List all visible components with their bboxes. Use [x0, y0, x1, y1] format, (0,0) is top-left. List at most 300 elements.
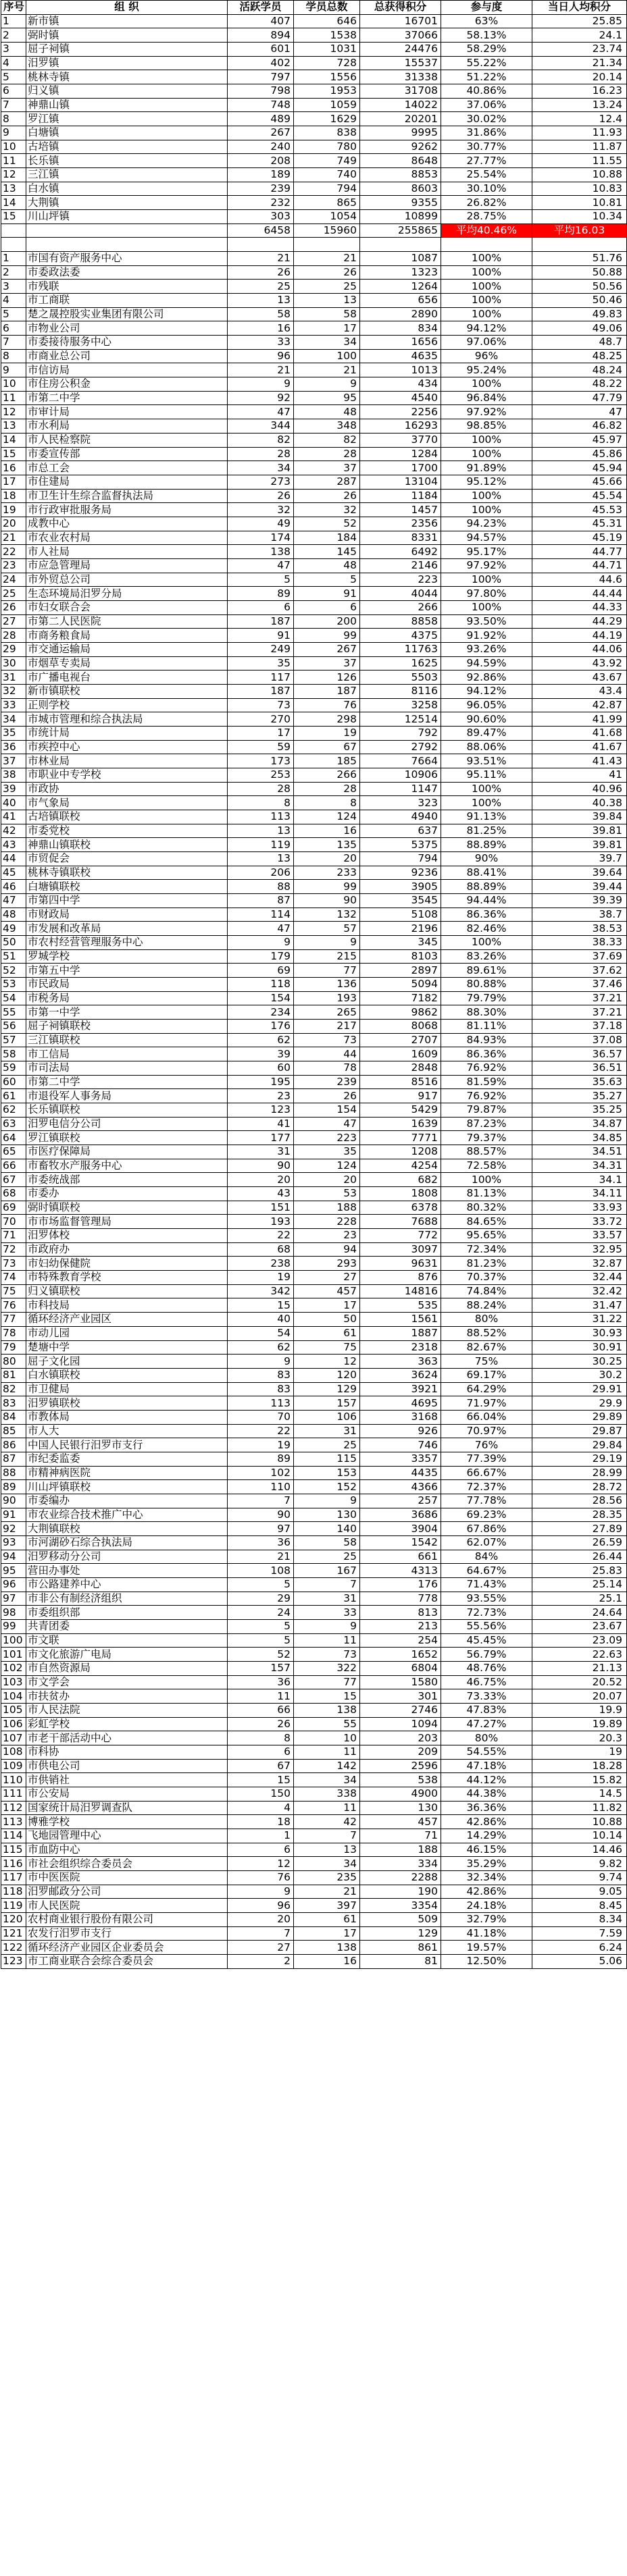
unit-row — [1, 1689, 627, 1704]
unit-row — [1, 1438, 627, 1452]
active-count: 17 — [228, 726, 294, 740]
avg-points: 36.51 — [532, 1061, 627, 1076]
active-count: 2 — [228, 1955, 294, 1969]
active-count: 150 — [228, 1787, 294, 1802]
points-total: 7688 — [360, 1215, 441, 1229]
unit-row — [1, 600, 627, 614]
unit-row — [1, 1131, 627, 1145]
participation-rate: 70.37% — [441, 1271, 532, 1285]
unit-row — [1, 698, 627, 712]
participation-rate: 80% — [441, 1731, 532, 1745]
org-name: 市人民医院 — [26, 1899, 228, 1913]
avg-points: 34.11 — [532, 1187, 627, 1201]
avg-points: 26.59 — [532, 1535, 627, 1550]
member-count: 67 — [294, 740, 360, 754]
org-name: 市住建局 — [26, 475, 228, 489]
org-name: 市工商联 — [26, 294, 228, 308]
participation-rate: 75% — [441, 1355, 532, 1369]
participation-rate: 76.92% — [441, 1061, 532, 1076]
avg-points: 39.81 — [532, 824, 627, 838]
active-count: 96 — [228, 349, 294, 363]
member-count: 1054 — [294, 210, 360, 224]
unit-row — [1, 321, 627, 336]
row-number: 97 — [1, 1592, 26, 1606]
points-total: 3624 — [360, 1368, 441, 1382]
row-number: 87 — [1, 1452, 26, 1466]
unit-row — [1, 1955, 627, 1969]
town-row — [1, 112, 627, 126]
row-number: 43 — [1, 838, 26, 852]
row-number: 31 — [1, 671, 26, 685]
row-number: 119 — [1, 1899, 26, 1913]
avg-points: 25.83 — [532, 1564, 627, 1578]
points-total: 1264 — [360, 280, 441, 294]
active-count: 36 — [228, 1535, 294, 1550]
participation-rate: 89.61% — [441, 964, 532, 978]
participation-rate: 93.26% — [441, 642, 532, 656]
participation-rate: 66.04% — [441, 1410, 532, 1424]
points-total: 3354 — [360, 1899, 441, 1913]
org-name: 市教体局 — [26, 1410, 228, 1424]
row-number: 116 — [1, 1857, 26, 1871]
avg-points: 45.66 — [532, 475, 627, 489]
points-total: 8858 — [360, 614, 441, 629]
row-number: 48 — [1, 908, 26, 922]
row-number: 99 — [1, 1619, 26, 1633]
avg-points: 50.56 — [532, 280, 627, 294]
unit-row — [1, 1717, 627, 1731]
active-count: 76 — [228, 1871, 294, 1885]
active-count: 9 — [228, 936, 294, 950]
org-name: 市广播电视台 — [26, 671, 228, 685]
org-name: 市农业综合技术推广中心 — [26, 1508, 228, 1522]
org-name: 市非公有制经济组织 — [26, 1592, 228, 1606]
unit-row — [1, 1759, 627, 1773]
unit-row — [1, 1061, 627, 1076]
member-count: 28 — [294, 782, 360, 796]
member-count: 76 — [294, 698, 360, 712]
avg-points: 11.87 — [532, 140, 627, 154]
row-number: 61 — [1, 1089, 26, 1103]
member-count: 25 — [294, 1438, 360, 1452]
participation-rate: 100% — [441, 1173, 532, 1187]
avg-points: 20.14 — [532, 70, 627, 84]
points-total: 2596 — [360, 1759, 441, 1773]
row-number: 56 — [1, 1020, 26, 1034]
points-total: 71 — [360, 1829, 441, 1843]
row-number: 14 — [1, 196, 26, 210]
member-count: 8 — [294, 796, 360, 810]
member-count: 61 — [294, 1913, 360, 1927]
active-count: 32 — [228, 503, 294, 517]
participation-rate: 81.59% — [441, 1075, 532, 1089]
org-name: 三江镇 — [26, 168, 228, 182]
unit-row — [1, 754, 627, 768]
org-name: 汨罗移动分公司 — [26, 1550, 228, 1564]
row-number: 122 — [1, 1941, 26, 1955]
row-number: 59 — [1, 1061, 26, 1076]
avg-points: 33.93 — [532, 1201, 627, 1215]
points-total: 1087 — [360, 252, 441, 266]
points-total: 813 — [360, 1606, 441, 1620]
points-total: 457 — [360, 1815, 441, 1829]
row-number: 63 — [1, 1117, 26, 1131]
member-count: 15 — [294, 1689, 360, 1704]
org-name: 市国有资产服务中心 — [26, 252, 228, 266]
points-total: 3770 — [360, 433, 441, 447]
org-name: 白水镇联校 — [26, 1368, 228, 1382]
row-number: 7 — [1, 336, 26, 350]
org-name: 市物业公司 — [26, 321, 228, 336]
town-row — [1, 168, 627, 182]
active-count: 26 — [228, 265, 294, 280]
avg-points: 15.82 — [532, 1773, 627, 1787]
row-number: 112 — [1, 1801, 26, 1815]
participation-rate: 54.55% — [441, 1745, 532, 1759]
row-number: 20 — [1, 517, 26, 531]
member-count: 17 — [294, 321, 360, 336]
active-count: 70 — [228, 1410, 294, 1424]
participation-rate: 42.86% — [441, 1885, 532, 1899]
avg-points: 51.76 — [532, 252, 627, 266]
unit-row — [1, 991, 627, 1005]
points-total: 7771 — [360, 1131, 441, 1145]
participation-rate: 100% — [441, 936, 532, 950]
org-name: 市工信局 — [26, 1047, 228, 1061]
participation-rate: 30.77% — [441, 140, 532, 154]
org-name: 市妇女联合会 — [26, 600, 228, 614]
row-number: 66 — [1, 1159, 26, 1173]
unit-row — [1, 768, 627, 782]
row-number: 44 — [1, 851, 26, 866]
org-name: 市纪委监委 — [26, 1452, 228, 1466]
member-count: 33 — [294, 1606, 360, 1620]
avg-points: 30.2 — [532, 1368, 627, 1382]
member-count: 19 — [294, 726, 360, 740]
points-total: 130 — [360, 1801, 441, 1815]
org-name: 市第二中学 — [26, 1075, 228, 1089]
row-number: 8 — [1, 112, 26, 126]
points-total: 3168 — [360, 1410, 441, 1424]
row-number: 60 — [1, 1075, 26, 1089]
spacer-cell — [26, 238, 228, 252]
points-total: 434 — [360, 377, 441, 392]
active-count: 19 — [228, 1271, 294, 1285]
org-name: 中国人民银行汨罗市支行 — [26, 1438, 228, 1452]
active-count: 407 — [228, 14, 294, 28]
points-total: 8648 — [360, 154, 441, 168]
avg-points: 39.84 — [532, 810, 627, 824]
member-count: 129 — [294, 1382, 360, 1396]
participation-rate: 19.57% — [441, 1941, 532, 1955]
org-name: 农发行汨罗市支行 — [26, 1926, 228, 1941]
org-name: 神鼎山镇联校 — [26, 838, 228, 852]
active-count: 36 — [228, 1675, 294, 1689]
member-count: 75 — [294, 1340, 360, 1355]
member-count: 267 — [294, 642, 360, 656]
participation-rate: 84.65% — [441, 1215, 532, 1229]
participation-rate: 95.24% — [441, 363, 532, 377]
header-cell-active: 活跃学员 — [228, 1, 294, 15]
member-count: 34 — [294, 1773, 360, 1787]
active-count: 15 — [228, 1298, 294, 1313]
org-name: 市气象局 — [26, 796, 228, 810]
active-count: 187 — [228, 614, 294, 629]
active-count: 66 — [228, 1703, 294, 1717]
row-number: 79 — [1, 1340, 26, 1355]
row-number: 6 — [1, 84, 26, 99]
org-name: 市市场监督管理局 — [26, 1215, 228, 1229]
member-count: 124 — [294, 810, 360, 824]
active-count: 9 — [228, 1885, 294, 1899]
row-number: 85 — [1, 1424, 26, 1438]
town-row — [1, 70, 627, 84]
participation-rate: 90% — [441, 851, 532, 866]
points-total: 254 — [360, 1633, 441, 1648]
org-name: 共青团委 — [26, 1619, 228, 1633]
active-count: 41 — [228, 1117, 294, 1131]
points-total: 7664 — [360, 754, 441, 768]
points-total: 4900 — [360, 1787, 441, 1802]
member-count: 5 — [294, 573, 360, 587]
participation-rate: 76.92% — [441, 1089, 532, 1103]
avg-points: 43.67 — [532, 671, 627, 685]
org-name: 彩虹学校 — [26, 1717, 228, 1731]
points-total: 792 — [360, 726, 441, 740]
points-total: 1284 — [360, 447, 441, 461]
member-count: 95 — [294, 391, 360, 405]
org-name: 市行政审批服务局 — [26, 503, 228, 517]
active-count: 113 — [228, 1396, 294, 1411]
unit-row — [1, 1661, 627, 1675]
participation-rate: 100% — [441, 433, 532, 447]
org-name: 市精神病医院 — [26, 1466, 228, 1480]
active-count: 89 — [228, 1452, 294, 1466]
row-number: 30 — [1, 656, 26, 671]
unit-row — [1, 936, 627, 950]
member-count: 1953 — [294, 84, 360, 99]
avg-points: 10.88 — [532, 168, 627, 182]
unit-row — [1, 1271, 627, 1285]
unit-row — [1, 1382, 627, 1396]
member-count: 322 — [294, 1661, 360, 1675]
points-total: 1652 — [360, 1648, 441, 1662]
active-count: 35 — [228, 656, 294, 671]
unit-row — [1, 851, 627, 866]
org-name: 循环经济产业园区 — [26, 1313, 228, 1327]
member-count: 57 — [294, 922, 360, 936]
row-number: 95 — [1, 1564, 26, 1578]
row-number: 28 — [1, 629, 26, 643]
org-name: 白塘镇 — [26, 126, 228, 140]
participation-rate: 88.52% — [441, 1326, 532, 1340]
avg-points: 45.53 — [532, 503, 627, 517]
unit-row — [1, 614, 627, 629]
member-count: 21 — [294, 363, 360, 377]
unit-row — [1, 1159, 627, 1173]
org-name: 市扶贫办 — [26, 1689, 228, 1704]
unit-row — [1, 1857, 627, 1871]
unit-row — [1, 1885, 627, 1899]
org-name: 古培镇联校 — [26, 810, 228, 824]
org-name: 市供销社 — [26, 1773, 228, 1787]
active-count: 62 — [228, 1033, 294, 1047]
org-name: 市审计局 — [26, 405, 228, 419]
participation-rate: 91.13% — [441, 810, 532, 824]
row-number: 94 — [1, 1550, 26, 1564]
member-count: 23 — [294, 1229, 360, 1243]
participation-rate: 96.84% — [441, 391, 532, 405]
avg-points: 48.25 — [532, 349, 627, 363]
row-number: 38 — [1, 768, 26, 782]
org-name: 市医疗保障局 — [26, 1145, 228, 1159]
active-count: 43 — [228, 1187, 294, 1201]
row-number: 80 — [1, 1355, 26, 1369]
row-number: 74 — [1, 1271, 26, 1285]
row-number: 39 — [1, 782, 26, 796]
unit-row — [1, 1550, 627, 1564]
participation-rate: 31.86% — [441, 126, 532, 140]
unit-row — [1, 1773, 627, 1787]
participation-rate: 97.92% — [441, 558, 532, 573]
avg-points: 38.53 — [532, 922, 627, 936]
row-number: 2 — [1, 265, 26, 280]
participation-rate: 80.32% — [441, 1201, 532, 1215]
avg-points: 50.88 — [532, 265, 627, 280]
participation-rate: 100% — [441, 503, 532, 517]
org-name: 成教中心 — [26, 517, 228, 531]
org-name: 市农业农村局 — [26, 531, 228, 545]
row-number: 21 — [1, 531, 26, 545]
org-name: 市第五中学 — [26, 964, 228, 978]
member-count: 153 — [294, 1466, 360, 1480]
org-name: 市公路建养中心 — [26, 1577, 228, 1592]
avg-points: 22.63 — [532, 1648, 627, 1662]
unit-row — [1, 1899, 627, 1913]
row-number: 84 — [1, 1410, 26, 1424]
member-count: 120 — [294, 1368, 360, 1382]
row-number: 41 — [1, 810, 26, 824]
member-count: 130 — [294, 1508, 360, 1522]
participation-rate: 97.06% — [441, 336, 532, 350]
member-count: 1629 — [294, 112, 360, 126]
row-number: 51 — [1, 949, 26, 964]
member-count: 749 — [294, 154, 360, 168]
points-total: 876 — [360, 1271, 441, 1285]
unit-row — [1, 894, 627, 908]
participation-rate: 72.37% — [441, 1480, 532, 1494]
org-name: 市卫生计生综合监督执法局 — [26, 489, 228, 503]
member-count: 265 — [294, 1005, 360, 1020]
points-total: 345 — [360, 936, 441, 950]
org-name: 川山坪镇 — [26, 210, 228, 224]
avg-points: 33.57 — [532, 1229, 627, 1243]
participation-rate: 86.36% — [441, 1047, 532, 1061]
member-count: 31 — [294, 1424, 360, 1438]
active-count: 26 — [228, 489, 294, 503]
participation-rate: 25.54% — [441, 168, 532, 182]
row-number: 53 — [1, 978, 26, 992]
active-count: 39 — [228, 1047, 294, 1061]
spacer-cell — [228, 238, 294, 252]
participation-rate: 66.67% — [441, 1466, 532, 1480]
participation-rate: 88.89% — [441, 838, 532, 852]
row-number: 40 — [1, 796, 26, 810]
points-total: 1625 — [360, 656, 441, 671]
participation-rate: 24.18% — [441, 1899, 532, 1913]
avg-points: 28.35 — [532, 1508, 627, 1522]
active-count: 1 — [228, 1829, 294, 1843]
points-total: 794 — [360, 851, 441, 866]
org-name: 屈子文化园 — [26, 1355, 228, 1369]
points-total: 3686 — [360, 1508, 441, 1522]
member-count: 31 — [294, 1592, 360, 1606]
participation-rate: 93.55% — [441, 1592, 532, 1606]
participation-rate: 37.06% — [441, 98, 532, 112]
points-total: 1457 — [360, 503, 441, 517]
points-total: 834 — [360, 321, 441, 336]
org-name: 市科技局 — [26, 1298, 228, 1313]
unit-row — [1, 1564, 627, 1578]
row-number: 101 — [1, 1648, 26, 1662]
org-name: 营田办事处 — [26, 1564, 228, 1578]
avg-points: 39.64 — [532, 866, 627, 880]
points-total: 1013 — [360, 363, 441, 377]
total-active: 6458 — [228, 224, 294, 238]
participation-rate: 72.58% — [441, 1159, 532, 1173]
org-name: 市委接待服务中心 — [26, 336, 228, 350]
row-number: 109 — [1, 1759, 26, 1773]
unit-row — [1, 796, 627, 810]
points-total: 509 — [360, 1913, 441, 1927]
org-name: 市发展和改革局 — [26, 922, 228, 936]
member-count: 126 — [294, 671, 360, 685]
org-name: 长乐镇 — [26, 154, 228, 168]
org-name: 市人社局 — [26, 545, 228, 559]
points-total: 14816 — [360, 1284, 441, 1298]
points-total: 1656 — [360, 336, 441, 350]
unit-row — [1, 1075, 627, 1089]
points-total: 535 — [360, 1298, 441, 1313]
member-count: 58 — [294, 1535, 360, 1550]
participation-rate: 79.37% — [441, 1131, 532, 1145]
avg-points: 47.79 — [532, 391, 627, 405]
unit-row — [1, 908, 627, 922]
org-name: 市退役军人事务局 — [26, 1089, 228, 1103]
org-name: 正则学校 — [26, 698, 228, 712]
avg-points: 34.87 — [532, 1117, 627, 1131]
header-cell-no: 序号 — [1, 1, 26, 15]
row-number: 113 — [1, 1815, 26, 1829]
unit-row — [1, 1355, 627, 1369]
unit-row — [1, 810, 627, 824]
unit-row — [1, 573, 627, 587]
row-number: 108 — [1, 1745, 26, 1759]
row-number: 91 — [1, 1508, 26, 1522]
avg-points: 48.24 — [532, 363, 627, 377]
org-name: 市林业局 — [26, 754, 228, 768]
participation-rate: 47.27% — [441, 1717, 532, 1731]
org-name: 大荆镇联校 — [26, 1522, 228, 1536]
participation-rate: 100% — [441, 573, 532, 587]
org-name: 新市镇 — [26, 14, 228, 28]
participation-rate: 100% — [441, 600, 532, 614]
member-count: 44 — [294, 1047, 360, 1061]
unit-row — [1, 1745, 627, 1759]
points-total: 917 — [360, 1089, 441, 1103]
row-number: 89 — [1, 1480, 26, 1494]
active-count: 11 — [228, 1689, 294, 1704]
